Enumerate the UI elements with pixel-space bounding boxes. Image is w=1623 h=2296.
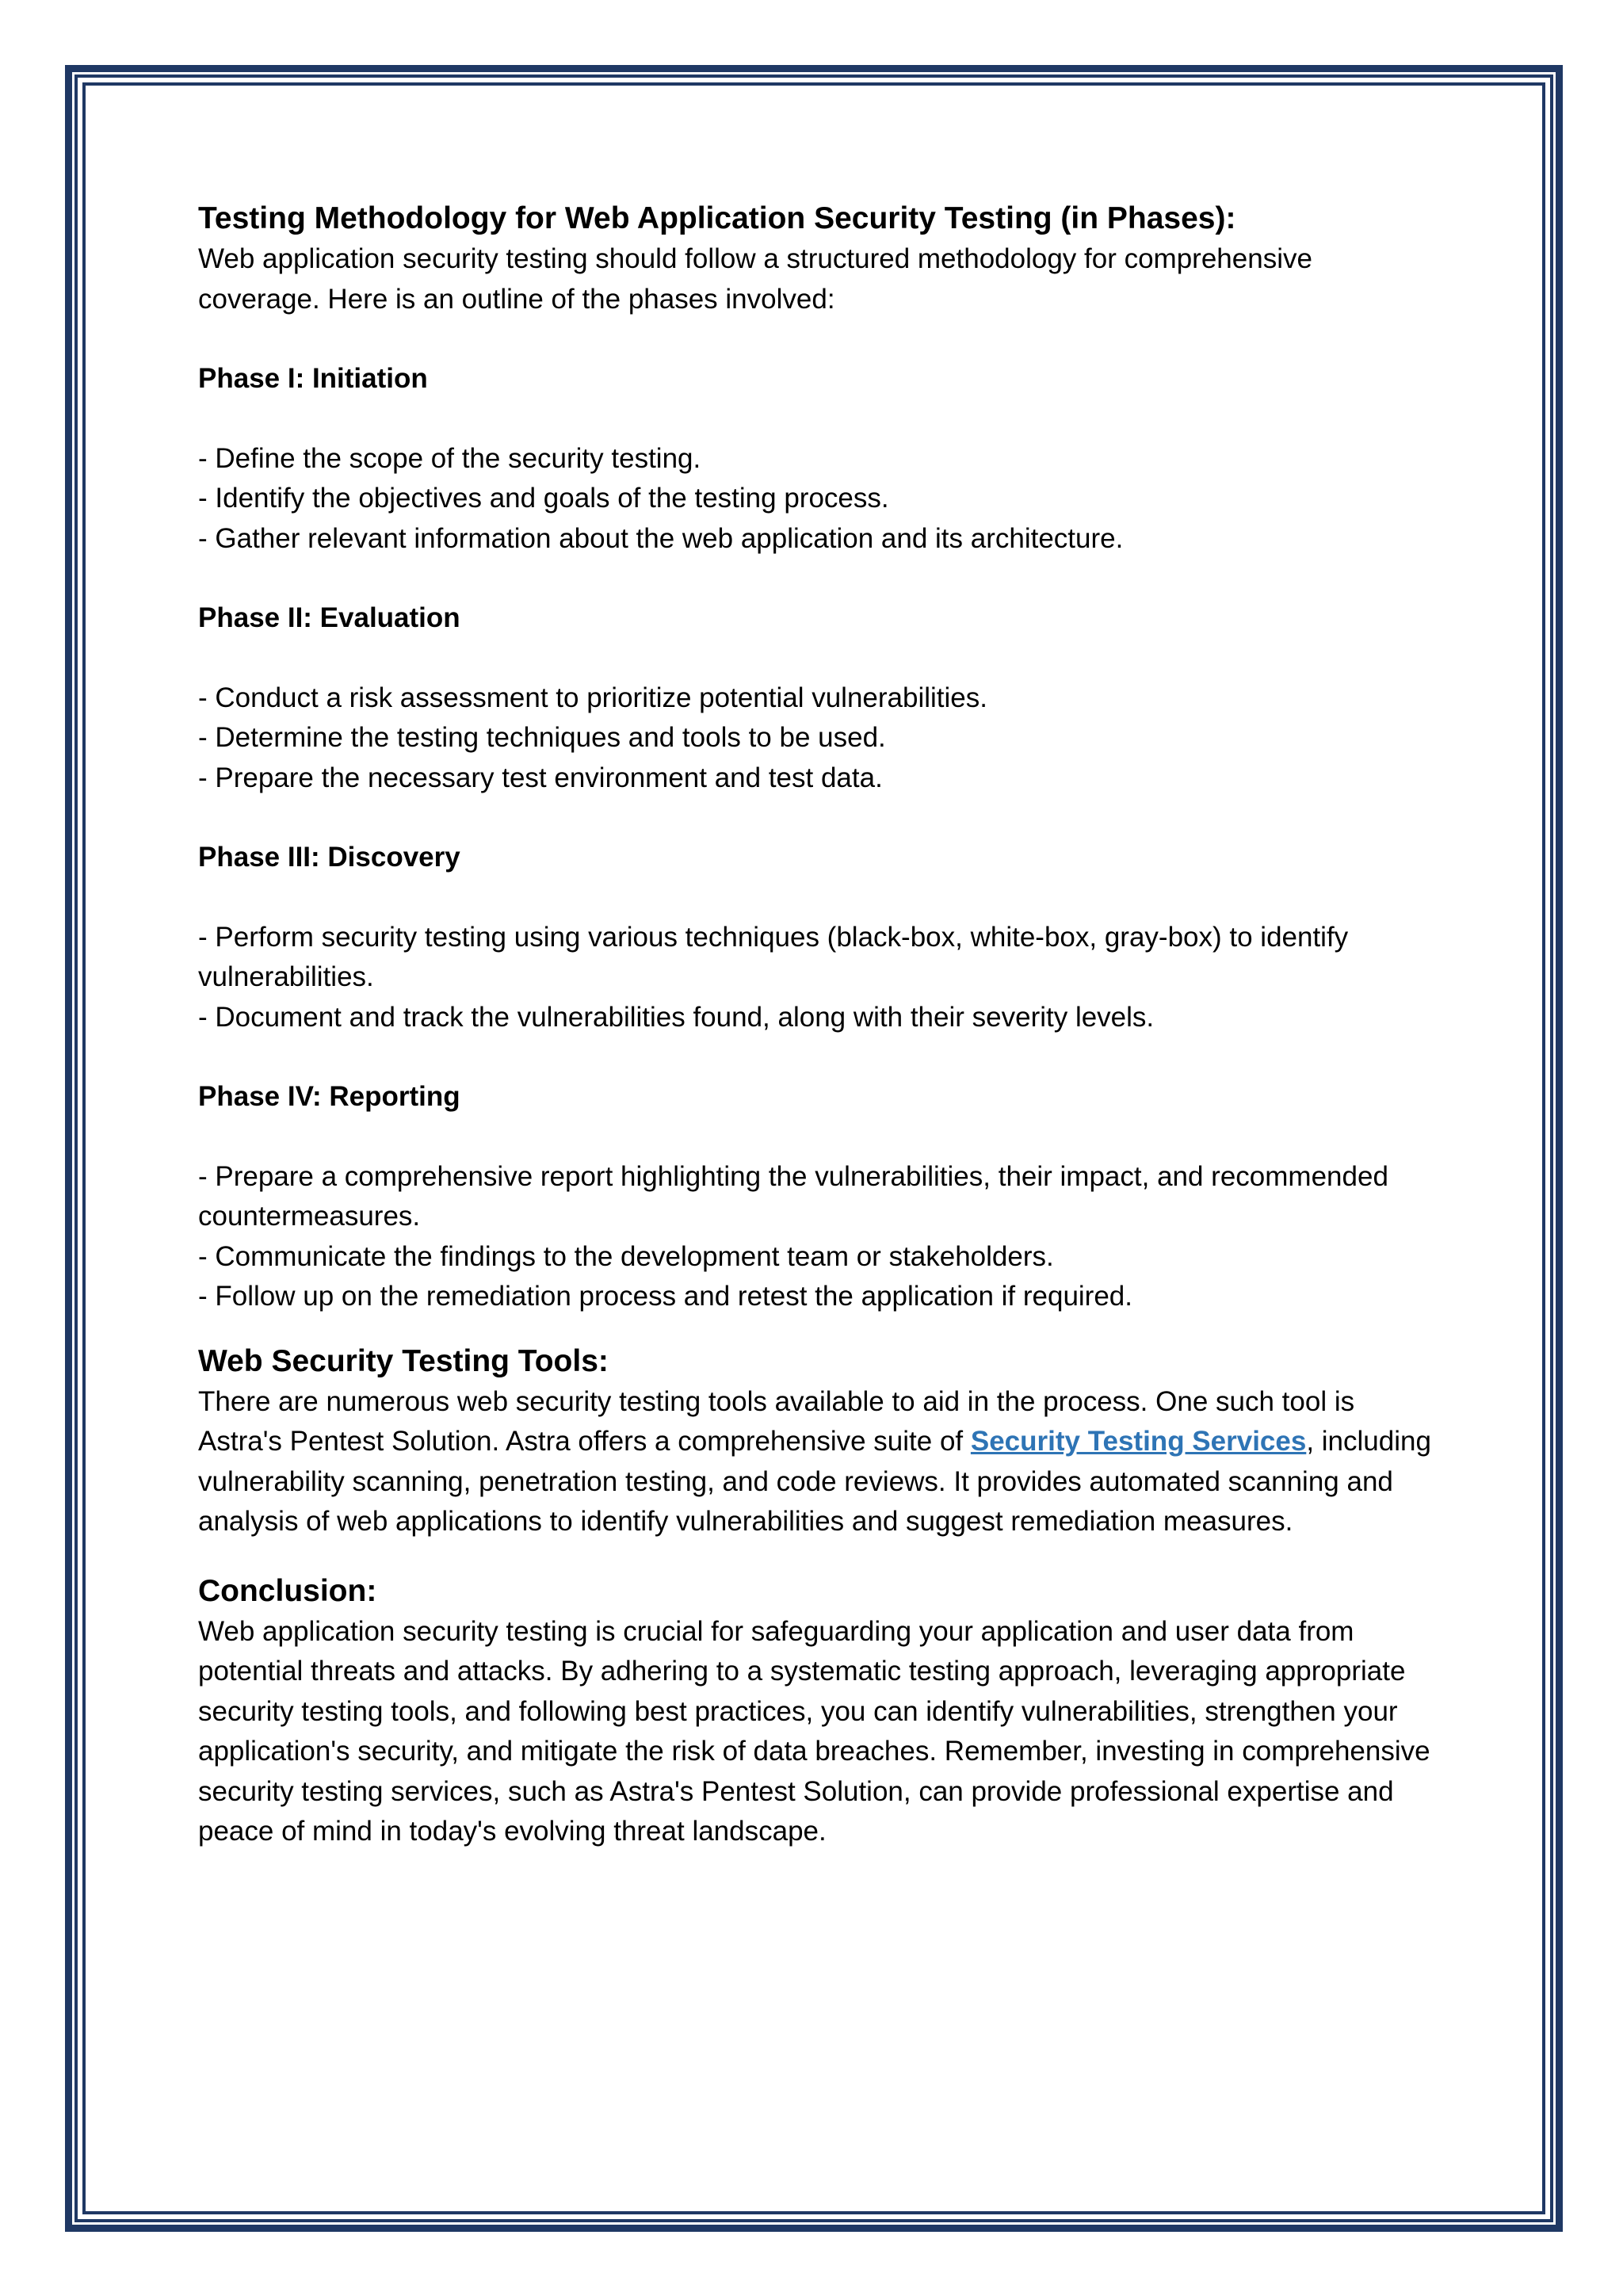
- conclusion-paragraph: Web application security testing is crucial for safeguarding your application and user data from potential threats and attacks. By adhering to a systematic testing approach, leveraging appropriate security testing tools, and following best practices, you can identify vulnerabilities, strengthen your application's security, and mitigate the risk of data breaches. Remember, investing in comprehensive security testing services, such as Astra's Pentest Solution, can provide professional expertise and peace of mind in today's evolving threat landscape.: [198, 1615, 1430, 1847]
- list-item: - Define the scope of the security testing.: [198, 442, 701, 474]
- phase-title: Phase II: Evaluation: [198, 602, 460, 633]
- list-item: - Communicate the findings to the development team or stakeholders.: [198, 1240, 1054, 1272]
- phase-title: Phase IV: Reporting: [198, 1081, 460, 1112]
- list-item: - Document and track the vulnerabilities found, along with their severity levels.: [198, 1001, 1155, 1033]
- phase-section: [198, 838, 1434, 1037]
- list-item: - Gather relevant information about the web application and its architecture.: [198, 522, 1124, 554]
- methodology-intro: Web application security testing should follow a structured methodology for comprehensive coverage. Here is an outline of the phases involved:: [198, 243, 1312, 315]
- phase-section: [198, 598, 1434, 798]
- phase-section: [198, 1077, 1434, 1317]
- tools-text-after-link: , including vulnerability scanning, penetration testing, and code reviews. It provides automated scanning and analysis of web applications to identify vulnerabilities and suggest remediation measures.: [198, 1426, 1431, 1537]
- tools-text-before-link: There are numerous web security testing tools available to aid in the process. One such tool is Astra's Pentest Solution. Astra offers a comprehensive suite of: [198, 1385, 1355, 1457]
- phase-title: Phase I: Initiation: [198, 363, 428, 394]
- tools-paragraph: [198, 1382, 1434, 1542]
- phase-title: Phase III: Discovery: [198, 842, 460, 873]
- list-item: - Conduct a risk assessment to prioritize potential vulnerabilities.: [198, 682, 987, 713]
- phase-section: [198, 359, 1434, 559]
- list-item: - Prepare the necessary test environment and test data.: [198, 762, 883, 793]
- methodology-heading: Testing Methodology for Web Application Security Testing (in Phases):: [198, 201, 1236, 235]
- security-testing-services-link[interactable]: Security Testing Services: [970, 1426, 1307, 1457]
- list-item: - Follow up on the remediation process and retest the application if required.: [198, 1281, 1132, 1312]
- list-item: - Identify the objectives and goals of the testing process.: [198, 483, 889, 514]
- list-item: - Determine the testing techniques and tools to be used.: [198, 722, 886, 753]
- list-item: - Perform security testing using various techniques (black-box, white-box, gray-box) to identify vulnerabilities.: [198, 921, 1349, 992]
- list-item: - Prepare a comprehensive report highlighting the vulnerabilities, their impact, and recommended countermeasures.: [198, 1160, 1388, 1232]
- tools-heading: Web Security Testing Tools:: [198, 1343, 609, 1378]
- document-body: [198, 198, 1434, 1852]
- conclusion-heading: Conclusion:: [198, 1573, 377, 1608]
